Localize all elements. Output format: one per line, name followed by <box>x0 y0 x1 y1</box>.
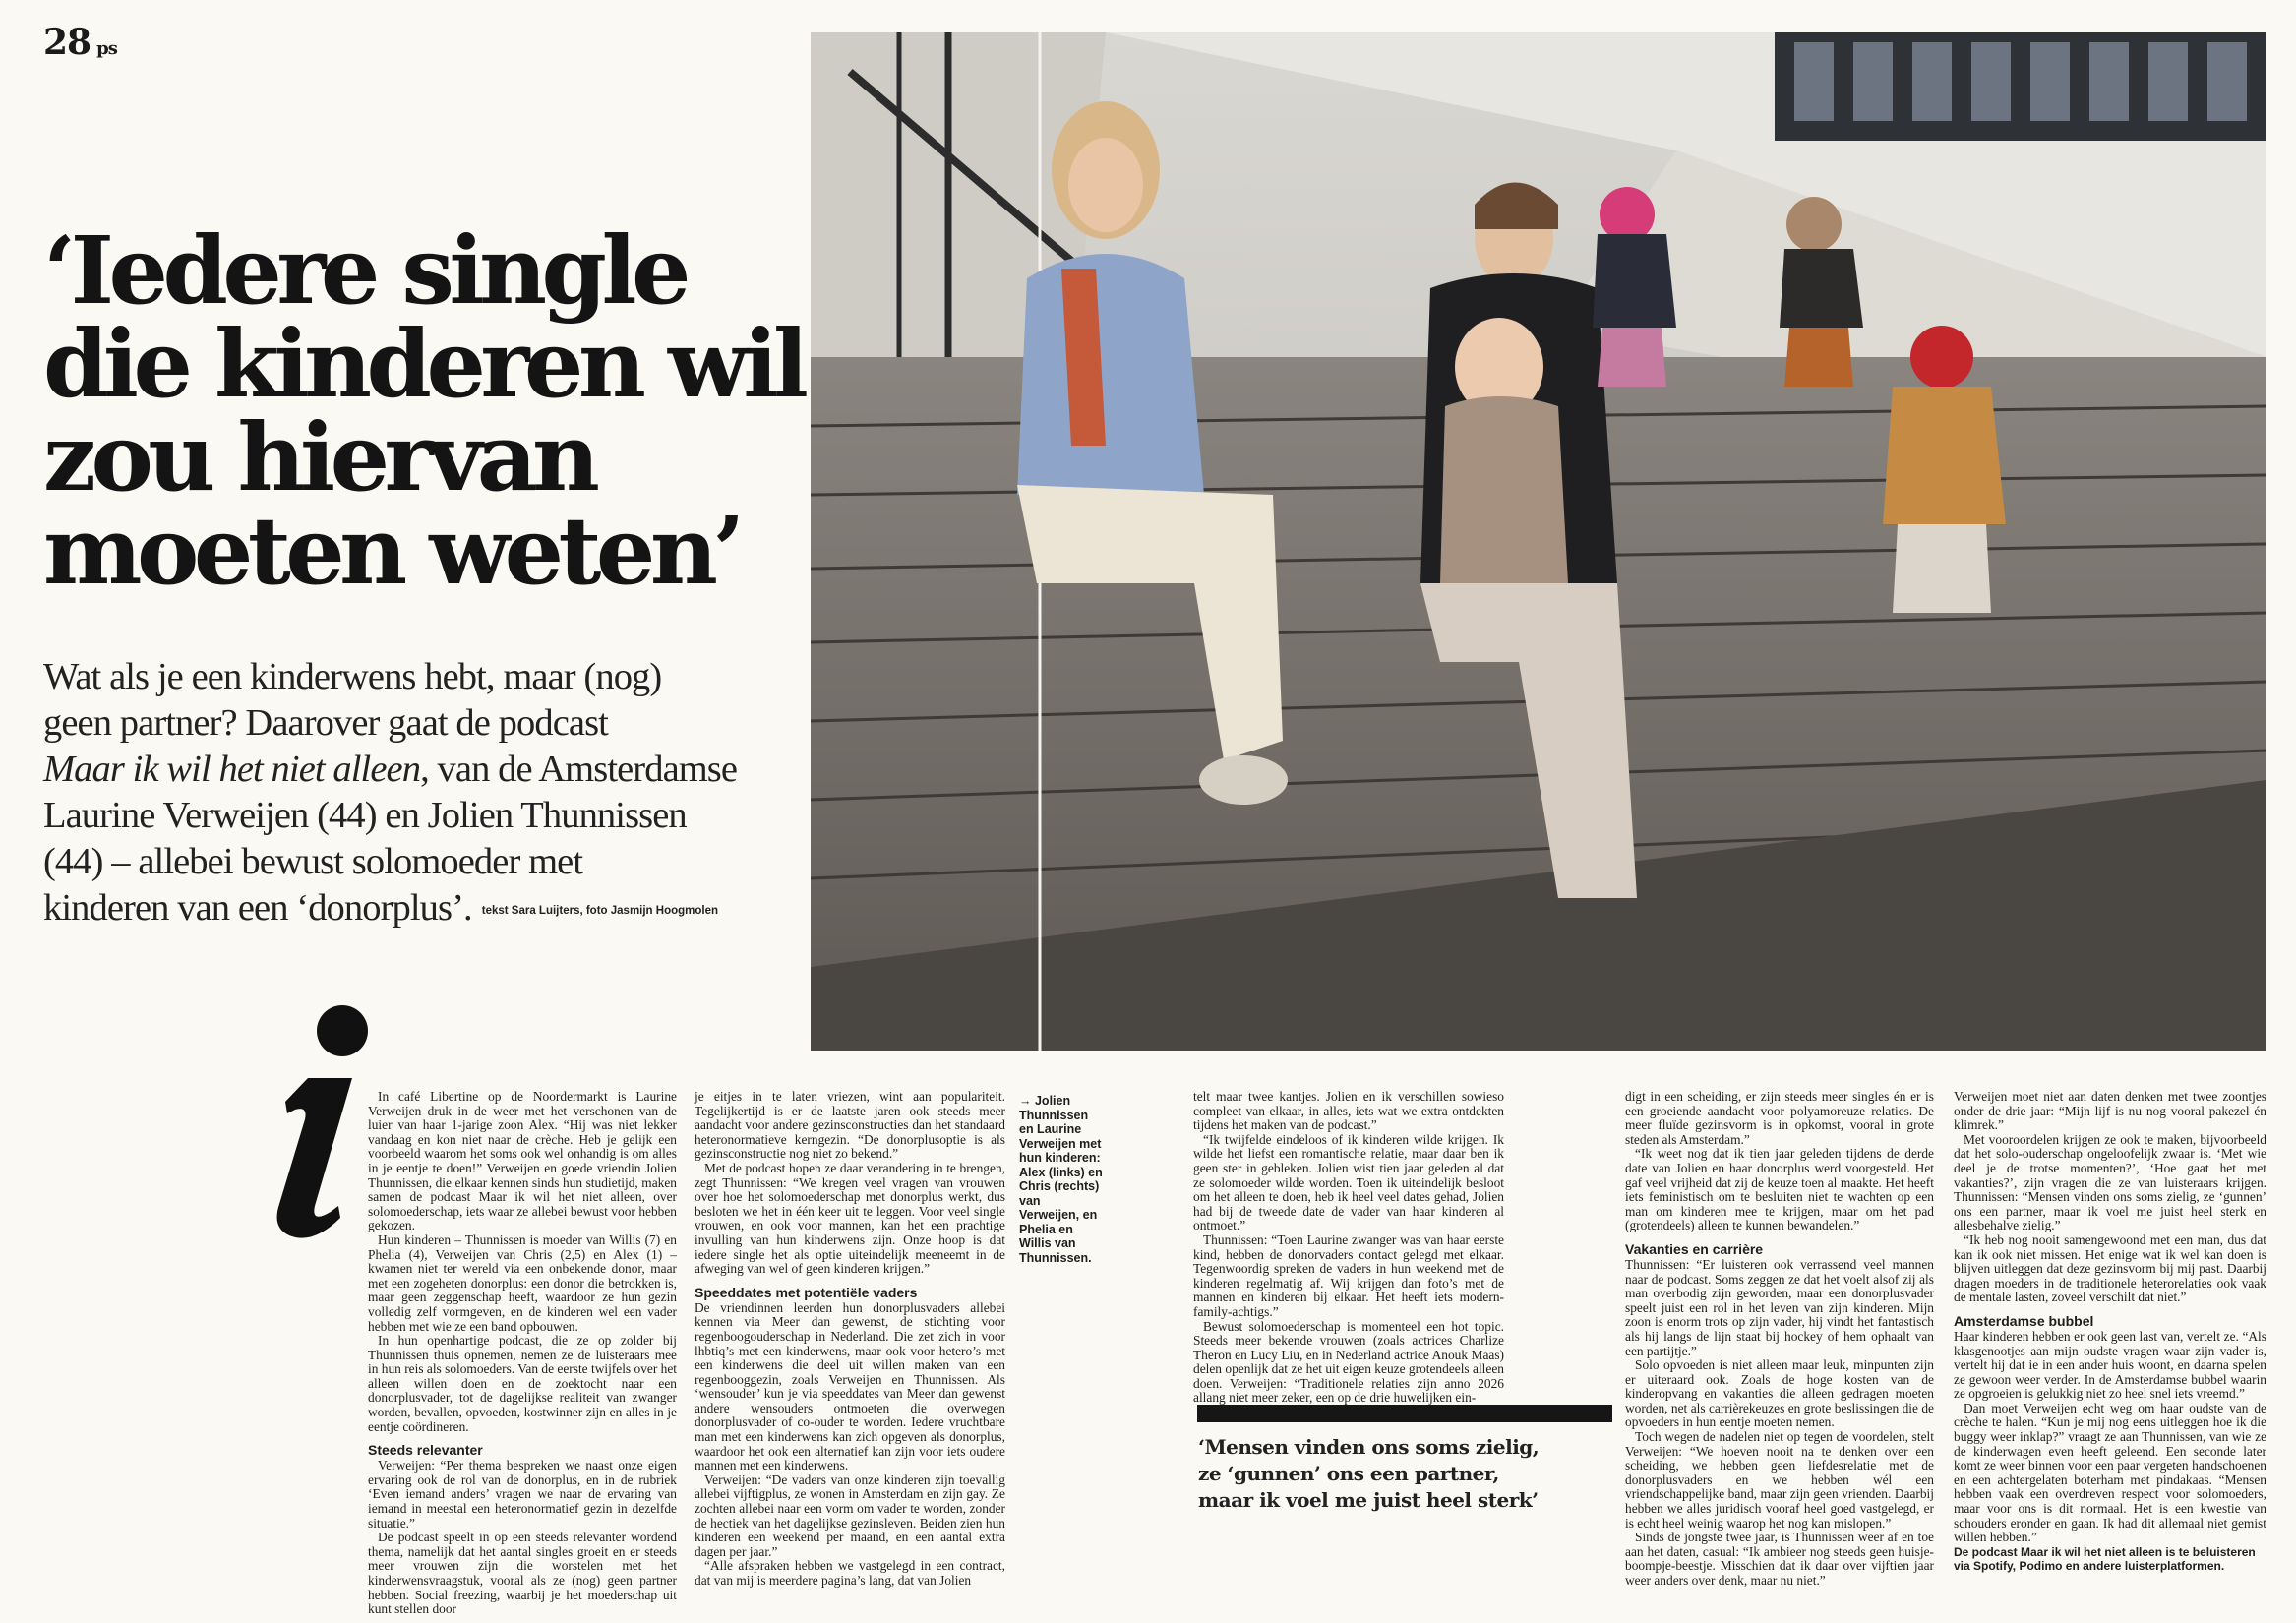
pull-quote-line: ‘Mensen vinden ons soms zielig, <box>1198 1435 1540 1459</box>
page-number: 28 ps <box>43 22 117 63</box>
intro-line: Laurine Verweijen (44) en Jolien Thunnissen <box>43 795 687 836</box>
podcast-tagline: De podcast Maar ik wil het niet alleen is te beluisteren via Spotify, Podimo en andere luisterplatformen. <box>1954 1544 2256 1573</box>
paragraph: De podcast speelt in op een steeds relevanter wordend thema, namelijk dat het aantal singles groeit en er steeds meer vrouwen zijn die worstelen met het kinderwensvraagstuk, vooral als ze (nog) geen partner hebben. Social freezing, waarbij je het moederschap uit kunt stellen door <box>368 1530 677 1617</box>
paragraph: In café Libertine op de Noordermarkt is Laurine Verweijen druk in de weer met het verschonen van de luier van haar 1-jarige zoon Alex. “Hij was niet lekker vandaag en kon niet naar de crèche. Heb je gelijk een voorbeeld waarom het soms ook wel onhandig is om alles in je eentje te doen!” Verweijen en goede vriendin Jolien Thunnissen, die elkaar kennen sinds hun studietijd, maken samen de podcast Maar ik wil het niet alleen, over solomoederschap, iets waar ze allebei bewust voor hebben gekozen. <box>368 1089 677 1233</box>
body-column-2 <box>695 1090 1005 1589</box>
paragraph: Verweijen: “De vaders van onze kinderen zijn toevallig allebei vijftigplus, ze wonen in Amsterdam en zijn gay. Ze zochten allebei naar een vorm om vader te worden, zonder de hectiek van het dagelijkse gezinsleven. Beiden zien hun kinderen een weekend per maand, en een aantal extra dagen per jaar.” <box>695 1472 1005 1559</box>
subheading: Steeds relevanter <box>368 1442 483 1459</box>
paragraph: Dan moet Verweijen echt weg om haar oudste van de crèche te halen. “Kun je mij nog eens uitleggen hoe ik die buggy weer inklap?” vraagt ze aan Thunnissen, van wie ze de kinderwagen even heeft geleend. Een seconde later komt ze weer binnen voor een paar vergeten handschoenen en een achtergelaten boterham met pindakaas. “Mensen hebben vaak een overdreven respect voor solomoeders, maar voor ons is dit normaal. Het is een kwestie van schouders eronder en gaan. Ik had dit allemaal niet gemist willen hebben.” <box>1954 1400 2266 1545</box>
paragraph: telt maar twee kantjes. Jolien en ik verschillen sowieso compleet van elkaar, in alles, iets wat we extra ontdekten tijdens het maken van de podcast.” <box>1193 1089 1504 1133</box>
paragraph: je eitjes in te laten vriezen, wint aan populariteit. Tegelijkertijd is er de laatste jaren ook steeds meer aandacht voor andere gezinsconstructies dan het standaard heteronormatieve kerngezin. “De donorplusoptie is als gezinsconstructie nog niet zo bekend.” <box>695 1089 1005 1162</box>
paragraph: Solo opvoeden is niet alleen maar leuk, minpunten zijn er uiteraard ook. Zoals de hoge kosten van de kinderopvang en vakanties die alleen gedragen moeten worden, net als carrièrekeuzes en grote beslissingen die de opvoeders in hun eentje moeten nemen. <box>1625 1357 1934 1430</box>
paragraph: Sinds de jongste twee jaar, is Thunnissen weer af en toe aan het daten, casual: “Ik ambieer nog steeds geen huisje-boompje-beestje. Misschien dat ik daar over vijftien jaar weer anders over denk, maar nu niet.” <box>1625 1530 1934 1588</box>
intro-line <box>43 747 771 793</box>
paragraph: Verweijen moet niet aan daten denken met twee zoontjes onder de drie jaar: “Mijn lijf is nu nog vooral pakezel én klimrek.” <box>1954 1089 2266 1133</box>
intro-standfirst <box>43 654 771 934</box>
podcast-title: Maar ik wil het niet alleen <box>43 749 421 790</box>
body-column-5 <box>1954 1090 2266 1573</box>
intro-line: Wat als je een kinderwens hebt, maar (nog) <box>43 656 662 697</box>
pull-quote-line: ze ‘gunnen’ ons een partner, <box>1198 1462 1499 1485</box>
caption-arrow: → <box>1019 1094 1032 1108</box>
paragraph: Verweijen: “Per thema bespreken we naast onze eigen ervaring ook de rol van de donorplus, en in de rubriek ‘Even iemand anders’ vragen we naar de ervaring van iemand in meestal een heteronormatief gezin in dezelfde situatie.” <box>368 1458 677 1531</box>
caption-text: Jolien Thunnissen en Laurine Verweijen met hun kinderen: Alex (links) en Chris (rechts) van Verweijen, en Phelia en Willis van Thunnissen. <box>1019 1094 1103 1265</box>
paragraph: De vriendinnen leerden hun donorplusvaders allebei kennen via Meer dan gewenst, de stichting voor regenboogouderschap in Nederland. Die zet zich in voor lhbtiq’s met een kinderwens, maar ook voor hetero’s met een kinderwens die deel uit willen maken van een regenbooggezin, zoals Verweijen en Thunnissen. Als ‘wensouder’ kun je via speeddates van Meer dan gewenst andere wensouders ontmoeten die overwegen donorplusvader of co-ouder te worden. Iedere vruchtbare man met een kinderwens kan zich opgeven als donorplus, waardoor het ook een alternatief kan zijn voor iets oudere mannen met een kinderwens. <box>695 1299 1005 1473</box>
body-column-1 <box>368 1090 677 1617</box>
paragraph: In hun openhartige podcast, die ze op zolder bij Thunnissen thuis opnemen, nemen ze de luisteraars mee in hun reis als solomoeders. Van de eerste twijfels over het alleen willen doen en de zoektocht naar een donorplusvader, tot de dagelijkse realiteit van zwanger worden, bevallen, opvoeden, kostwinner zijn en alles in je eentje coördineren. <box>368 1333 677 1434</box>
paragraph: digt in een scheiding, er zijn steeds meer singles én er is een groeiende aandacht voor polyamoreuze relaties. De meer fluïde gezinsvorm is in opkomst, vooral in grote steden als Amsterdam.” <box>1625 1089 1934 1147</box>
pull-quote-line: maar ik voel me juist heel sterk’ <box>1198 1488 1539 1512</box>
paragraph: Met de podcast hopen ze daar verandering in te brengen, zegt Thunnissen: “We kregen veel vragen van vrouwen over hoe het solomoederschap met donorplus werkt, dus besloten we het in één keer uit te leggen. Voor veel single vrouwen, en ook voor mannen, kan het een prachtige invulling van hun kinderwens zijn. Onze hoop is dat iedere single het als optie uiteindelijk meeneemt in de afweging van wel of geen kinderen krijgen.” <box>695 1160 1005 1277</box>
paragraph: Bewust solomoederschap is momenteel een hot topic. Steeds meer bekende vrouwen (zoals actrices Charlize Theron en Lucy Liu, en in Nederland actrice Anouk Maas) delen openlijk dat ze het uit eigen keuze grotendeels alleen doen. Verweijen: “Traditionele relaties zijn anno 2026 allang niet meer zeker, een op de drie huwelijken ein- <box>1193 1318 1504 1406</box>
paragraph: Haar kinderen hebben er ook geen last van, vertelt ze. “Als klasgenootjes aan mijn oudste vragen waar zijn vader is, vertelt hij dat ie in een ander huis woont, en daarna spelen ze gewoon weer verder. In de Amsterdamse bubbel waarin ze opgroeien is gelukkig niet zo heel snel iets vreemd.” <box>1954 1328 2266 1402</box>
pull-quote-rule <box>1197 1405 1612 1422</box>
paragraph: Thunnissen: “Er luisteren ook verrassend veel mannen naar de podcast. Soms zeggen ze dat het voelt alsof zij als man overbodig zijn geworden, maar een donorplusvader speelt juist een rol in het leven van zijn kinderen. Mijn zoon is enorm trots op zijn vader, hij vindt het fantastisch als hij langs de lijn staat bij hockey of hem ophaalt van een partijtje.” <box>1625 1256 1934 1358</box>
section-label: ps <box>96 38 117 59</box>
intro-line: (44) – allebei bewust solomoeder met <box>43 841 583 882</box>
paragraph: Hun kinderen – Thunnissen is moeder van Willis (7) en Phelia (4), Verweijen van Chris (2,5) en Alex (1) – kwamen niet ter wereld via een onbekende donor, maar met een zogeheten donorplus: een donor die betrokken is, maar geen zeggenschap heeft, waardoor ze hun gezin volledig zelf vormgeven, en de kinderen wel een vader hebben met wie ze een band opbouwen. <box>368 1232 677 1334</box>
photo-caption <box>1019 1094 1104 1265</box>
subheading: Vakanties en carrière <box>1625 1240 1764 1257</box>
pull-quote <box>1198 1434 1621 1514</box>
paragraph: Thunnissen: “Toen Laurine zwanger was van haar eerste kind, hebben de donorvaders contact gelegd met elkaar. Tegenwoordig spreken de vaders in hun weekend met de kinderen regelmatig af. Wij krijgen dan foto’s met de mannen en kinderen bij elkaar. Het heeft iets modern-family-achtigs.” <box>1193 1232 1504 1319</box>
paragraph: “Ik heb nog nooit samengewoond met een man, dus dat kan ik ook niet missen. Het enige wat ik wel kan doen is blijven uitleggen dat deze gezinsvorm bij mij past. Daarbij dragen moeders in de traditionele heterorelaties ook vaak de mentale lasten, zoveel verschilt dat niet.” <box>1954 1232 2266 1305</box>
intro-line-rest: , van de Amsterdamse <box>420 749 738 790</box>
body-column-4 <box>1625 1090 1934 1589</box>
headline-line: zou hiervan <box>43 403 595 512</box>
subheading: Amsterdamse bubbel <box>1954 1312 2094 1329</box>
headline-line: die kinderen wil <box>43 310 804 419</box>
paragraph: Toch wegen de nadelen niet op tegen de voordelen, stelt Verweijen: “We hoeven nooit na te denken over een scheiding, we hebben geen liefdesrelatie met de donorplusvaders en we hebben wél een vriendschappelijke band, maar zijn geen vrienden. Daarbij hebben we alles juridisch vooraf heel goed vastgelegd, er is echt heel weinig waarop het nog kan mislopen.” <box>1625 1429 1934 1531</box>
paragraph: “Ik weet nog dat ik tien jaar geleden tijdens de derde date van Jolien en haar donorplus werd voorgesteld. Het gaf veel vrijheid dat zij de keuze toen al maakte. Het heeft iets feministisch om te besluiten niet te wachten op een man om kinderen mee te krijgen, maar om het pad (grotendeels) alleen te kunnen bewandelen.” <box>1625 1146 1934 1233</box>
credits: tekst Sara Luijters, foto Jasmijn Hoogmolen <box>481 904 719 917</box>
paragraph: “Alle afspraken hebben we vastgelegd in een contract, dat van mij is meerdere pagina’s lang, dat van Jolien <box>695 1558 1005 1588</box>
headline-line: moeten weten’ <box>43 497 740 606</box>
intro-line: geen partner? Daarover gaat de podcast <box>43 702 608 744</box>
headline <box>43 216 804 606</box>
paragraph: Met vooroordelen krijgen ze ook te maken, bijvoorbeeld dat het solo-ouderschap ongeloofelijk zwaar is. ‘Met wie deel je de trotse momenten?’, ‘Hoe gaat het met vakanties?’, zijn vragen die ze van luisteraars krijgen. Thunnissen: “Mensen vinden ons soms zielig, ze ‘gunnen’ ons een partner, maar ik voel me juist heel sterk en allesbehalve zielig.” <box>1954 1131 2266 1233</box>
dropcap-i <box>254 1001 382 1247</box>
body-column-3 <box>1193 1090 1504 1406</box>
paragraph: “Ik twijfelde eindeloos of ik kinderen wilde krijgen. Ik wilde het liefst een romantische relatie, maar daar ben ik geen ster in gebleken. Jolien wist tien jaar geleden al dat ze solomoeder wilde worden. Toen ik uiteindelijk besloot om het alleen te doen, heb ik heel veel dates gehad, Jolien had bij de tweede date de vader van haar kinderen al ontmoet.” <box>1193 1131 1504 1233</box>
subheading: Speeddates met potentiële vaders <box>695 1284 918 1300</box>
intro-line <box>43 885 771 934</box>
intro-line-text: kinderen van een ‘donorplus’. <box>43 887 472 929</box>
feature-photo <box>811 32 2266 1051</box>
headline-line: ‘Iedere single <box>43 216 686 326</box>
